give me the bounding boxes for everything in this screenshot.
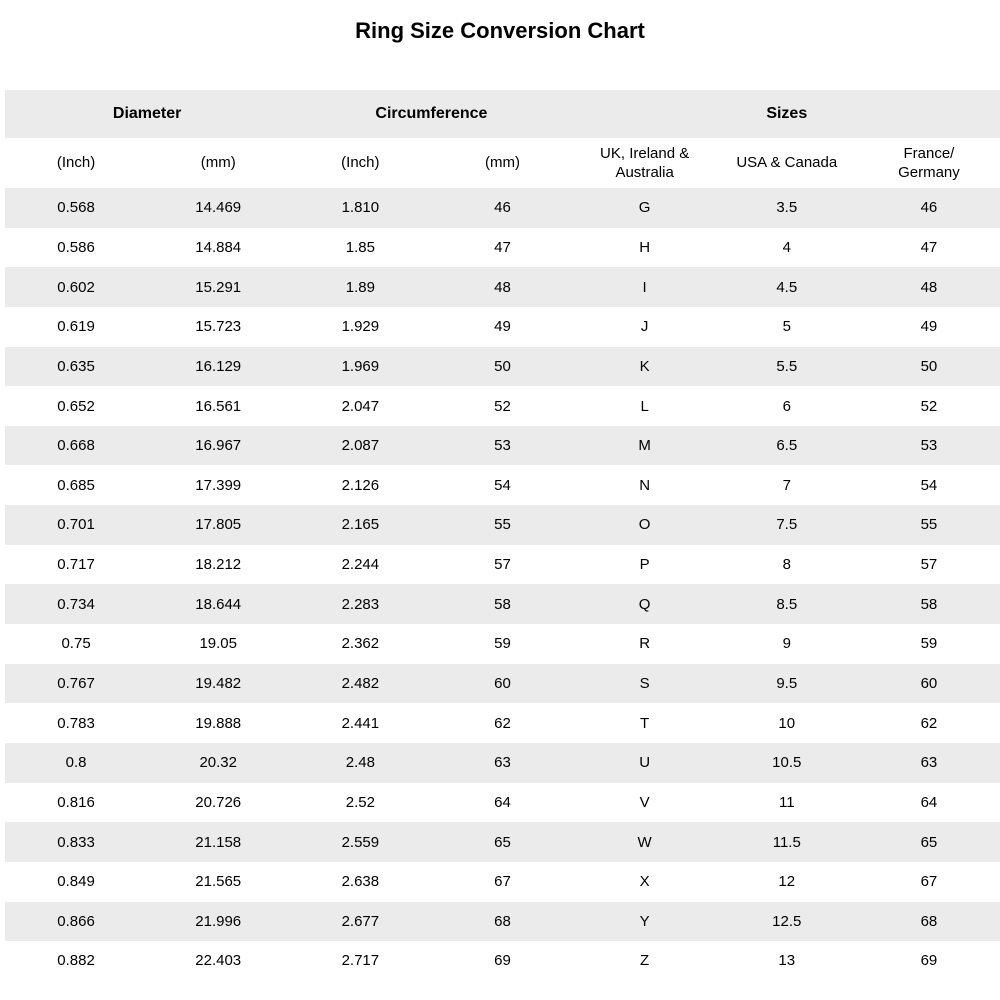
table-cell: 65 bbox=[431, 822, 573, 862]
table-cell: 63 bbox=[431, 743, 573, 783]
table-cell: 6.5 bbox=[716, 426, 858, 466]
table-cell: 0.849 bbox=[57, 873, 95, 891]
table-cell: 0.783 bbox=[57, 714, 95, 732]
table-cell: 19.05 bbox=[199, 635, 237, 653]
table-cell: 11 bbox=[778, 793, 795, 811]
table-cell: 16.129 bbox=[147, 347, 289, 387]
table-cell: 0.767 bbox=[5, 664, 147, 704]
table-cell: 13 bbox=[778, 952, 796, 970]
column-header-6-france-germany: France/ Germany bbox=[858, 138, 1000, 188]
table-cell: 67 bbox=[494, 873, 511, 891]
page-title: Ring Size Conversion Chart bbox=[355, 18, 645, 43]
table-cell: 54 bbox=[494, 476, 511, 494]
table-cell: 9 bbox=[782, 635, 791, 653]
table-cell: 2.283 bbox=[289, 584, 431, 624]
table-cell: 2.677 bbox=[289, 902, 431, 942]
table-cell: 59 bbox=[920, 635, 938, 653]
table-cell: Z bbox=[640, 952, 650, 970]
table-cell: 21.158 bbox=[147, 822, 289, 862]
table-cell: 10.5 bbox=[716, 743, 858, 783]
table-cell: 64 bbox=[494, 793, 511, 811]
table-cell: 20.726 bbox=[195, 793, 242, 811]
table-cell: U bbox=[574, 743, 716, 783]
table-cell: 2.165 bbox=[289, 505, 431, 545]
table-cell: T bbox=[640, 714, 650, 732]
table-cell: 12 bbox=[778, 873, 796, 891]
table-cell: I bbox=[574, 267, 716, 307]
table-row bbox=[5, 743, 1000, 783]
table-body bbox=[5, 188, 1000, 981]
table-cell: 2.087 bbox=[289, 426, 431, 466]
table-cell: 0.652 bbox=[57, 397, 95, 415]
table-row bbox=[5, 307, 1000, 347]
table-cell: 10 bbox=[778, 714, 796, 732]
table-cell: 1.810 bbox=[289, 188, 431, 228]
table-cell: 2.362 bbox=[341, 635, 380, 653]
table-cell: 8 bbox=[782, 556, 791, 574]
table-row bbox=[5, 386, 1000, 426]
table-cell: 17.399 bbox=[195, 476, 242, 494]
table-cell: 2.244 bbox=[341, 556, 380, 574]
column-header-2-inch: (Inch) bbox=[289, 138, 431, 188]
table-cell: 0.568 bbox=[5, 188, 147, 228]
table-cell: 18.644 bbox=[147, 584, 289, 624]
table-cell: 0.816 bbox=[57, 793, 95, 811]
table-cell: 2.559 bbox=[289, 822, 431, 862]
table-cell: 48 bbox=[858, 267, 1000, 307]
column-header-1-mm: (mm) bbox=[147, 138, 289, 188]
table-header bbox=[5, 90, 1000, 188]
table-cell: 22.403 bbox=[195, 952, 242, 970]
column-header-row bbox=[5, 138, 1000, 188]
table-cell: 47 bbox=[920, 238, 938, 256]
table-cell: 59 bbox=[494, 635, 511, 653]
ring-size-conversion-table bbox=[5, 90, 1000, 981]
table-cell: 67 bbox=[920, 873, 938, 891]
column-header-3-mm: (mm) bbox=[431, 138, 573, 188]
table-row bbox=[5, 902, 1000, 942]
table-cell: 15.291 bbox=[147, 267, 289, 307]
table-cell: 0.833 bbox=[5, 822, 147, 862]
table-cell: 20.32 bbox=[147, 743, 289, 783]
table-cell: X bbox=[639, 873, 650, 891]
table-cell: 0.685 bbox=[57, 476, 95, 494]
table-cell: N bbox=[639, 476, 651, 494]
table-cell: 55 bbox=[431, 505, 573, 545]
table-cell: 49 bbox=[494, 318, 511, 336]
table-cell: 5 bbox=[782, 318, 791, 336]
table-cell: 53 bbox=[431, 426, 573, 466]
table-cell: 1.969 bbox=[289, 347, 431, 387]
table-cell: J bbox=[640, 318, 649, 336]
table-cell: 2.126 bbox=[341, 476, 380, 494]
table-cell: 0.668 bbox=[5, 426, 147, 466]
table-cell: 2.52 bbox=[345, 793, 375, 811]
table-row bbox=[5, 267, 1000, 307]
group-header-diameter: Diameter bbox=[5, 90, 289, 138]
table-cell: 1.89 bbox=[289, 267, 431, 307]
table-cell: 53 bbox=[858, 426, 1000, 466]
table-cell: 2.638 bbox=[341, 873, 380, 891]
table-cell: V bbox=[639, 793, 650, 811]
table-cell: 19.482 bbox=[147, 664, 289, 704]
table-cell: 57 bbox=[920, 556, 938, 574]
table-cell: 0.75 bbox=[61, 635, 91, 653]
table-row bbox=[5, 783, 1000, 823]
table-cell: 0.619 bbox=[57, 318, 95, 336]
table-cell: 0.717 bbox=[57, 556, 95, 574]
table-row bbox=[5, 228, 1000, 268]
table-row bbox=[5, 188, 1000, 228]
table-cell: 65 bbox=[858, 822, 1000, 862]
table-cell: 62 bbox=[920, 714, 938, 732]
table-cell: 62 bbox=[494, 714, 511, 732]
table-cell: 60 bbox=[431, 664, 573, 704]
table-row bbox=[5, 505, 1000, 545]
table-cell: 1.85 bbox=[345, 238, 375, 256]
table-cell: 1.929 bbox=[341, 318, 380, 336]
table-cell: 7 bbox=[782, 476, 791, 494]
table-cell: 7.5 bbox=[716, 505, 858, 545]
table-cell: W bbox=[574, 822, 716, 862]
table-cell: 49 bbox=[920, 318, 938, 336]
table-cell: 0.866 bbox=[5, 902, 147, 942]
table-cell: 0.8 bbox=[5, 743, 147, 783]
table-cell: 16.561 bbox=[195, 397, 242, 415]
table-cell: 0.635 bbox=[5, 347, 147, 387]
table-cell: 68 bbox=[858, 902, 1000, 942]
table-cell: 0.882 bbox=[57, 952, 95, 970]
table-cell: O bbox=[574, 505, 716, 545]
table-cell: 60 bbox=[858, 664, 1000, 704]
table-cell: 17.805 bbox=[147, 505, 289, 545]
table-cell: 69 bbox=[494, 952, 511, 970]
table-cell: 54 bbox=[920, 476, 938, 494]
table-cell: L bbox=[640, 397, 649, 415]
table-cell: 14.469 bbox=[147, 188, 289, 228]
table-cell: 48 bbox=[431, 267, 573, 307]
table-row bbox=[5, 862, 1000, 902]
table-cell: 21.565 bbox=[195, 873, 242, 891]
table-cell: 46 bbox=[431, 188, 573, 228]
table-cell: 2.047 bbox=[341, 397, 380, 415]
table-cell: 0.701 bbox=[5, 505, 147, 545]
table-row bbox=[5, 664, 1000, 704]
table-row bbox=[5, 584, 1000, 624]
table-cell: K bbox=[574, 347, 716, 387]
table-cell: 57 bbox=[494, 556, 511, 574]
table-cell: 11.5 bbox=[716, 822, 858, 862]
column-header-5-usa-canada: USA & Canada bbox=[716, 138, 858, 188]
table-cell: 19.888 bbox=[195, 714, 242, 732]
table-cell: 9.5 bbox=[716, 664, 858, 704]
table-row bbox=[5, 426, 1000, 466]
table-cell: 3.5 bbox=[716, 188, 858, 228]
table-cell: R bbox=[639, 635, 651, 653]
table-row bbox=[5, 465, 1000, 505]
table-cell: 2.717 bbox=[341, 952, 380, 970]
table-cell: 16.967 bbox=[147, 426, 289, 466]
table-cell: 21.996 bbox=[147, 902, 289, 942]
table-cell: 0.586 bbox=[57, 238, 95, 256]
table-cell: H bbox=[639, 238, 651, 256]
table-cell: S bbox=[574, 664, 716, 704]
table-cell: 0.734 bbox=[5, 584, 147, 624]
table-cell: Q bbox=[574, 584, 716, 624]
group-header-sizes: Sizes bbox=[574, 90, 1000, 138]
table-cell: 12.5 bbox=[716, 902, 858, 942]
group-header-row bbox=[5, 90, 1000, 138]
table-cell: 2.482 bbox=[289, 664, 431, 704]
table-cell: 68 bbox=[431, 902, 573, 942]
table-cell: 4 bbox=[782, 238, 791, 256]
table-cell: 47 bbox=[494, 238, 511, 256]
table-row bbox=[5, 347, 1000, 387]
table-cell: 64 bbox=[920, 793, 938, 811]
table-cell: G bbox=[574, 188, 716, 228]
table-cell: 52 bbox=[494, 397, 511, 415]
table-row bbox=[5, 624, 1000, 664]
table-row bbox=[5, 941, 1000, 981]
table-cell: 6 bbox=[782, 397, 791, 415]
table-cell: 15.723 bbox=[195, 318, 242, 336]
table-cell: 4.5 bbox=[716, 267, 858, 307]
table-cell: 50 bbox=[431, 347, 573, 387]
table-row bbox=[5, 545, 1000, 585]
table-cell: 14.884 bbox=[195, 238, 242, 256]
group-header-circumference: Circumference bbox=[289, 90, 573, 138]
table-row bbox=[5, 822, 1000, 862]
table-cell: 18.212 bbox=[195, 556, 242, 574]
table-cell: 55 bbox=[858, 505, 1000, 545]
table-cell: 2.441 bbox=[341, 714, 380, 732]
table-cell: Y bbox=[574, 902, 716, 942]
table-cell: 0.602 bbox=[5, 267, 147, 307]
column-header-4-uk-ireland-australia: UK, Ireland & Australia bbox=[574, 138, 716, 188]
table-cell: 2.48 bbox=[289, 743, 431, 783]
table-cell: 58 bbox=[431, 584, 573, 624]
table-cell: 46 bbox=[858, 188, 1000, 228]
table-cell: 52 bbox=[920, 397, 938, 415]
table-cell: 63 bbox=[858, 743, 1000, 783]
table-cell: 50 bbox=[858, 347, 1000, 387]
table-cell: 58 bbox=[858, 584, 1000, 624]
column-header-0-inch: (Inch) bbox=[5, 138, 147, 188]
table-row bbox=[5, 703, 1000, 743]
table-cell: M bbox=[574, 426, 716, 466]
table-cell: P bbox=[639, 556, 650, 574]
table-cell: 69 bbox=[920, 952, 938, 970]
table-cell: 8.5 bbox=[716, 584, 858, 624]
table-cell: 5.5 bbox=[716, 347, 858, 387]
